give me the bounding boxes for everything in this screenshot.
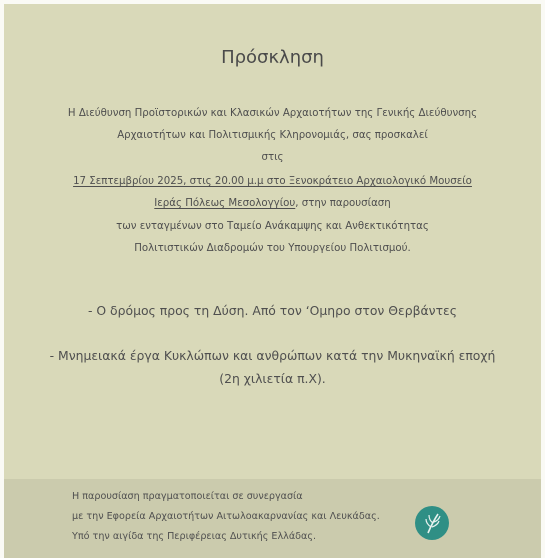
wheat-logo-graphic [415, 506, 449, 540]
venue-suffix: , στην παρουσίαση [295, 198, 391, 209]
event-venue-line [4, 198, 541, 209]
wheat-logo-icon [415, 506, 449, 540]
intro-line-1: Η Διεύθυνση Προϊστορικών και Κλασικών Αρχαιοτήτων της Γενικής Διεύθυνσης [67, 108, 478, 119]
route-item-1: - Ο δρόμος προς τη Δύση. Από τον ‘Ομηρο στον Θερβάντες [87, 303, 458, 318]
invitation-title: Πρόσκληση [221, 47, 324, 68]
route-item-2-period: (2η χιλιετία π.Χ). [219, 371, 326, 386]
venue-name: Ιεράς Πόλεως Μεσολογγίου [154, 198, 296, 209]
event-date-venue: 17 Σεπτεμβρίου 2025, στις 20.00 μ.μ στο Ξενοκράτειο Αρχαιολογικό Μουσείο [73, 176, 472, 187]
footer-line-2: με την Εφορεία Αρχαιοτήτων Αιτωλοακαρνανίας και Λευκάδας. [72, 511, 380, 522]
intro-line-3: στις [261, 152, 284, 163]
footer [4, 479, 541, 558]
body-line-6: των ενταγμένων στο Ταμείο Ανάκαμψης και Ανθεκτικότητας [116, 221, 429, 232]
footer-line-1: Η παρουσίαση πραγματοποιείται σε συνεργασία [72, 491, 303, 502]
footer-line-3: Υπό την αιγίδα της Περιφέρειας Δυτικής Ελλάδας. [72, 531, 317, 542]
invitation-card [4, 4, 541, 558]
body-line-7: Πολιτιστικών Διαδρομών του Υπουργείου Πολιτισμού. [134, 243, 411, 254]
intro-line-2: Αρχαιοτήτων και Πολιτισμικής Κληρονομιάς, σας προσκαλεί [117, 130, 428, 141]
route-item-2: - Μνημειακά έργα Κυκλώπων και ανθρώπων κατά την Μυκηναϊκή εποχή [49, 348, 496, 363]
